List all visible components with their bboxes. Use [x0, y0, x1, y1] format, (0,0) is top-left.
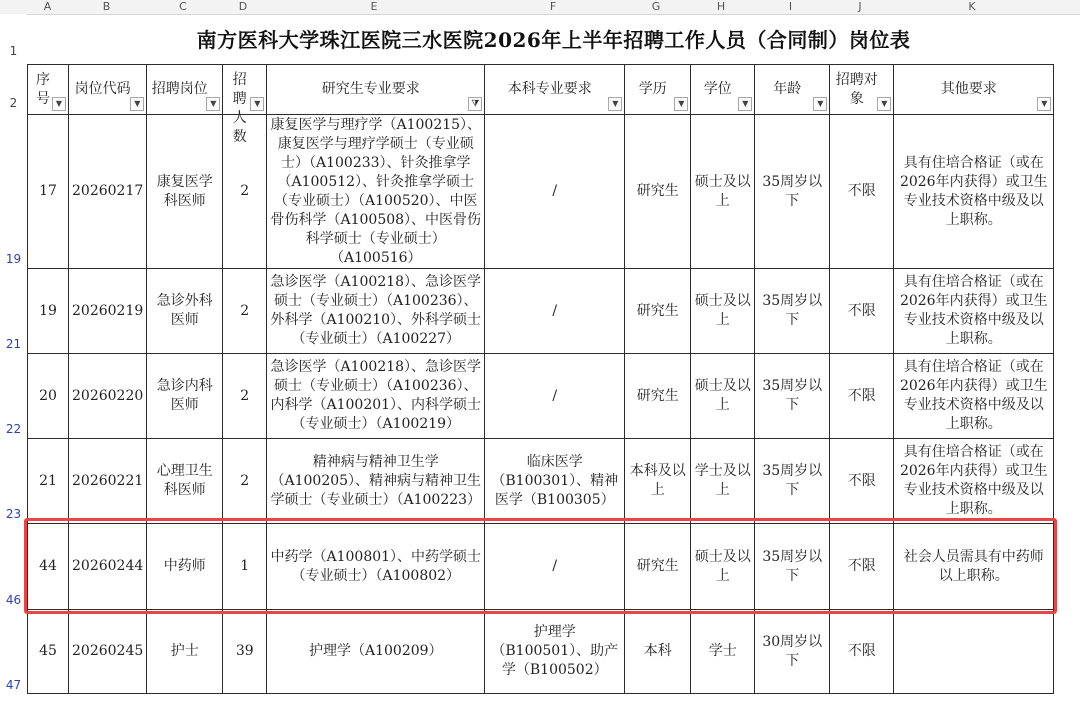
cell-other[interactable]: [894, 439, 1054, 524]
header-education[interactable]: [625, 65, 691, 115]
cell-count[interactable]: 2: [223, 115, 267, 269]
row-number[interactable]: 23: [5, 507, 22, 521]
header-label: 其他要求: [940, 81, 997, 97]
header-grad-major[interactable]: [267, 65, 485, 115]
cell-education[interactable]: 研究生: [625, 354, 691, 439]
cell-target[interactable]: 不限: [830, 524, 894, 610]
column-letter[interactable]: C: [179, 0, 187, 13]
cell-position[interactable]: 急诊内科医师: [147, 354, 223, 439]
row-number[interactable]: 22: [5, 422, 22, 436]
sheet-title[interactable]: 南方医科大学珠江医院三水医院2026年上半年招聘工作人员（合同制）岗位表: [196, 28, 911, 52]
cell-count[interactable]: 1: [223, 524, 267, 610]
column-letter[interactable]: G: [651, 0, 661, 13]
column-letter[interactable]: F: [549, 0, 557, 13]
header-label: 招聘岗位: [151, 81, 208, 97]
chevron-down-icon[interactable]: ▼: [206, 97, 220, 111]
cell-ug-major[interactable]: 护理学（B100501）、助产学（B100502）: [485, 610, 625, 694]
cell-seq[interactable]: 21: [28, 439, 69, 524]
header-age[interactable]: [755, 65, 830, 115]
table-row: [28, 354, 1054, 439]
header-label: 招聘人数: [232, 71, 247, 145]
cell-education[interactable]: 本科: [625, 610, 691, 694]
cell-count[interactable]: 2: [223, 354, 267, 439]
chevron-down-icon[interactable]: ▼: [674, 97, 688, 111]
chevron-down-icon[interactable]: ▼: [1037, 97, 1051, 111]
cell-count[interactable]: 2: [223, 269, 267, 354]
cell-ug-major[interactable]: 临床医学（B100301）、精神医学（B100305）: [485, 439, 625, 524]
cell-grad-major[interactable]: [267, 115, 485, 269]
cell-grad-major[interactable]: [267, 269, 485, 354]
column-letter[interactable]: B: [102, 0, 111, 13]
cell-position[interactable]: 心理卫生科医师: [147, 439, 223, 524]
chevron-down-icon[interactable]: ▼: [877, 97, 891, 111]
cell-other[interactable]: [894, 269, 1054, 354]
column-letter[interactable]: D: [238, 0, 248, 13]
cell-position[interactable]: 中药师: [147, 524, 223, 610]
cell-age[interactable]: 35周岁以下: [755, 115, 830, 269]
column-letter[interactable]: E: [370, 0, 378, 13]
cell-seq[interactable]: 17: [28, 115, 69, 269]
column-letter[interactable]: H: [716, 0, 726, 13]
cell-target[interactable]: 不限: [830, 439, 894, 524]
header-count[interactable]: [223, 65, 267, 145]
column-letter[interactable]: J: [858, 0, 862, 13]
column-letter[interactable]: K: [968, 0, 976, 13]
cell-text: 具有住培合格证（或在2026年内获得）或卫生专业技术资格中级及以上职称。: [899, 274, 1048, 347]
header-label: 学历: [638, 81, 667, 97]
cell-age[interactable]: 30周岁以下: [755, 610, 830, 694]
cell-ug-major[interactable]: /: [485, 524, 625, 610]
chevron-down-icon[interactable]: ▼: [738, 97, 752, 111]
column-letter[interactable]: A: [43, 0, 52, 13]
header-target[interactable]: [830, 65, 894, 115]
cell-text: 具有住培合格证（或在2026年内获得）或卫生专业技术资格中级及以上职称。: [899, 444, 1048, 517]
cell-text: 精神病与精神卫生学（A100205）、精神病与精神卫生学硕士（专业硕士）（A100223）: [270, 453, 482, 508]
header-seq[interactable]: [28, 65, 69, 115]
cell-code[interactable]: 20260244: [69, 524, 147, 610]
cell-text: 康复医学与理疗学（A100215）、康复医学与理疗学硕士（专业硕士）（A100233）、针灸推拿学（A100512）、针灸推拿学硕士（专业硕士）（A100520）、中医骨伤科学（A100508）、中医骨伤科学硕士（专业硕士）（A100516）: [270, 116, 482, 266]
cell-degree[interactable]: 硕士及以上: [691, 115, 755, 269]
cell-education[interactable]: 研究生: [625, 115, 691, 269]
table-row: [28, 610, 1054, 694]
cell-target[interactable]: 不限: [830, 354, 894, 439]
cell-text: 急诊医学（A100218）、急诊医学硕士（专业硕士）（A100236）、内科学（A100201）、内科学硕士（专业硕士）（A100219）: [270, 359, 482, 432]
row-number[interactable]: 46: [5, 593, 22, 607]
cell-degree[interactable]: 学士及以上: [691, 439, 755, 524]
header-label: 岗位代码: [74, 81, 131, 97]
header-position[interactable]: [147, 65, 223, 115]
header-label: 序号: [36, 71, 50, 107]
header-label: 年龄: [773, 81, 802, 97]
highlight-frame: [24, 518, 1057, 614]
header-label: 研究生专业要求: [321, 81, 420, 97]
cell-code[interactable]: 20260221: [69, 439, 147, 524]
cell-education[interactable]: 本科及以上: [625, 439, 691, 524]
cell-degree[interactable]: 硕士及以上: [691, 269, 755, 354]
header-other[interactable]: [894, 65, 1054, 115]
chevron-down-icon[interactable]: ▼: [130, 97, 144, 111]
row-number[interactable]: 2: [9, 96, 18, 110]
cell-other[interactable]: 具有住培合格证（或在2026年内获得）或卫生专业技术资格中级及以上职称。: [894, 115, 1054, 269]
header-label: 本科专业要求: [507, 81, 592, 97]
row-number[interactable]: 47: [5, 678, 22, 692]
cell-position[interactable]: 康复医学科医师: [147, 115, 223, 269]
header-row: [28, 65, 1054, 115]
header-label: 招聘对象: [835, 71, 878, 107]
table-row: [28, 115, 1054, 269]
chevron-down-icon[interactable]: ▼: [608, 97, 622, 111]
cell-age[interactable]: 35周岁以下: [755, 524, 830, 610]
row-number[interactable]: 19: [5, 252, 22, 266]
header-label: 学位: [703, 81, 732, 97]
cell-grad-major[interactable]: [267, 439, 485, 524]
column-letter-bar: [0, 0, 1080, 15]
cell-code[interactable]: 20260219: [69, 269, 147, 354]
cell-grad-major[interactable]: [267, 354, 485, 439]
cell-target[interactable]: 不限: [830, 610, 894, 694]
table-row: [28, 439, 1054, 524]
cell-education[interactable]: 研究生: [625, 524, 691, 610]
cell-grad-major[interactable]: 护理学（A100209）: [267, 610, 485, 694]
cell-other[interactable]: [894, 354, 1054, 439]
cell-age[interactable]: 35周岁以下: [755, 439, 830, 524]
header-ug-major[interactable]: [485, 65, 625, 115]
chevron-down-icon[interactable]: ▼: [250, 97, 264, 111]
cell-seq[interactable]: 45: [28, 610, 69, 694]
cell-code[interactable]: 20260220: [69, 354, 147, 439]
header-degree[interactable]: [691, 65, 755, 115]
cell-count[interactable]: 39: [223, 610, 267, 694]
cell-seq[interactable]: 44: [28, 524, 69, 610]
column-letter[interactable]: I: [788, 0, 793, 13]
cell-code[interactable]: 20260217: [69, 115, 147, 269]
table-row: [28, 269, 1054, 354]
chevron-down-icon[interactable]: ▼: [813, 97, 827, 111]
cell-code[interactable]: 20260245: [69, 610, 147, 694]
cell-ug-major[interactable]: /: [485, 354, 625, 439]
cell-other[interactable]: [894, 610, 1054, 694]
cell-text: 急诊医学（A100218）、急诊医学硕士（专业硕士）（A100236）、外科学（A100210）、外科学硕士（专业硕士）（A100227）: [270, 274, 482, 347]
cell-ug-major[interactable]: /: [485, 115, 625, 269]
cell-degree[interactable]: 学士: [691, 610, 755, 694]
cell-count[interactable]: 2: [223, 439, 267, 524]
cell-grad-major[interactable]: 中药学（A100801）、中药学硕士（专业硕士）（A100802）: [267, 524, 485, 610]
chevron-down-icon[interactable]: ▼: [52, 97, 66, 111]
cell-position[interactable]: 护士: [147, 610, 223, 694]
cell-age[interactable]: 35周岁以下: [755, 354, 830, 439]
row-number[interactable]: 21: [5, 337, 22, 351]
cell-target[interactable]: 不限: [830, 115, 894, 269]
cell-target[interactable]: 不限: [830, 269, 894, 354]
header-code[interactable]: [69, 65, 147, 115]
cell-ug-major[interactable]: /: [485, 269, 625, 354]
cell-age[interactable]: 35周岁以下: [755, 269, 830, 354]
row-number[interactable]: 1: [9, 44, 18, 58]
cell-education[interactable]: 研究生: [625, 269, 691, 354]
cell-position[interactable]: 急诊外科医师: [147, 269, 223, 354]
cell-other[interactable]: 社会人员需具有中药师以上职称。: [894, 524, 1054, 610]
cell-seq[interactable]: 19: [28, 269, 69, 354]
filter-icon[interactable]: ⧩: [468, 97, 482, 111]
cell-seq[interactable]: 20: [28, 354, 69, 439]
cell-degree[interactable]: 硕士及以上: [691, 354, 755, 439]
cell-degree[interactable]: 硕士及以上: [691, 524, 755, 610]
cell-text: 具有住培合格证（或在2026年内获得）或卫生专业技术资格中级及以上职称。: [899, 359, 1048, 432]
